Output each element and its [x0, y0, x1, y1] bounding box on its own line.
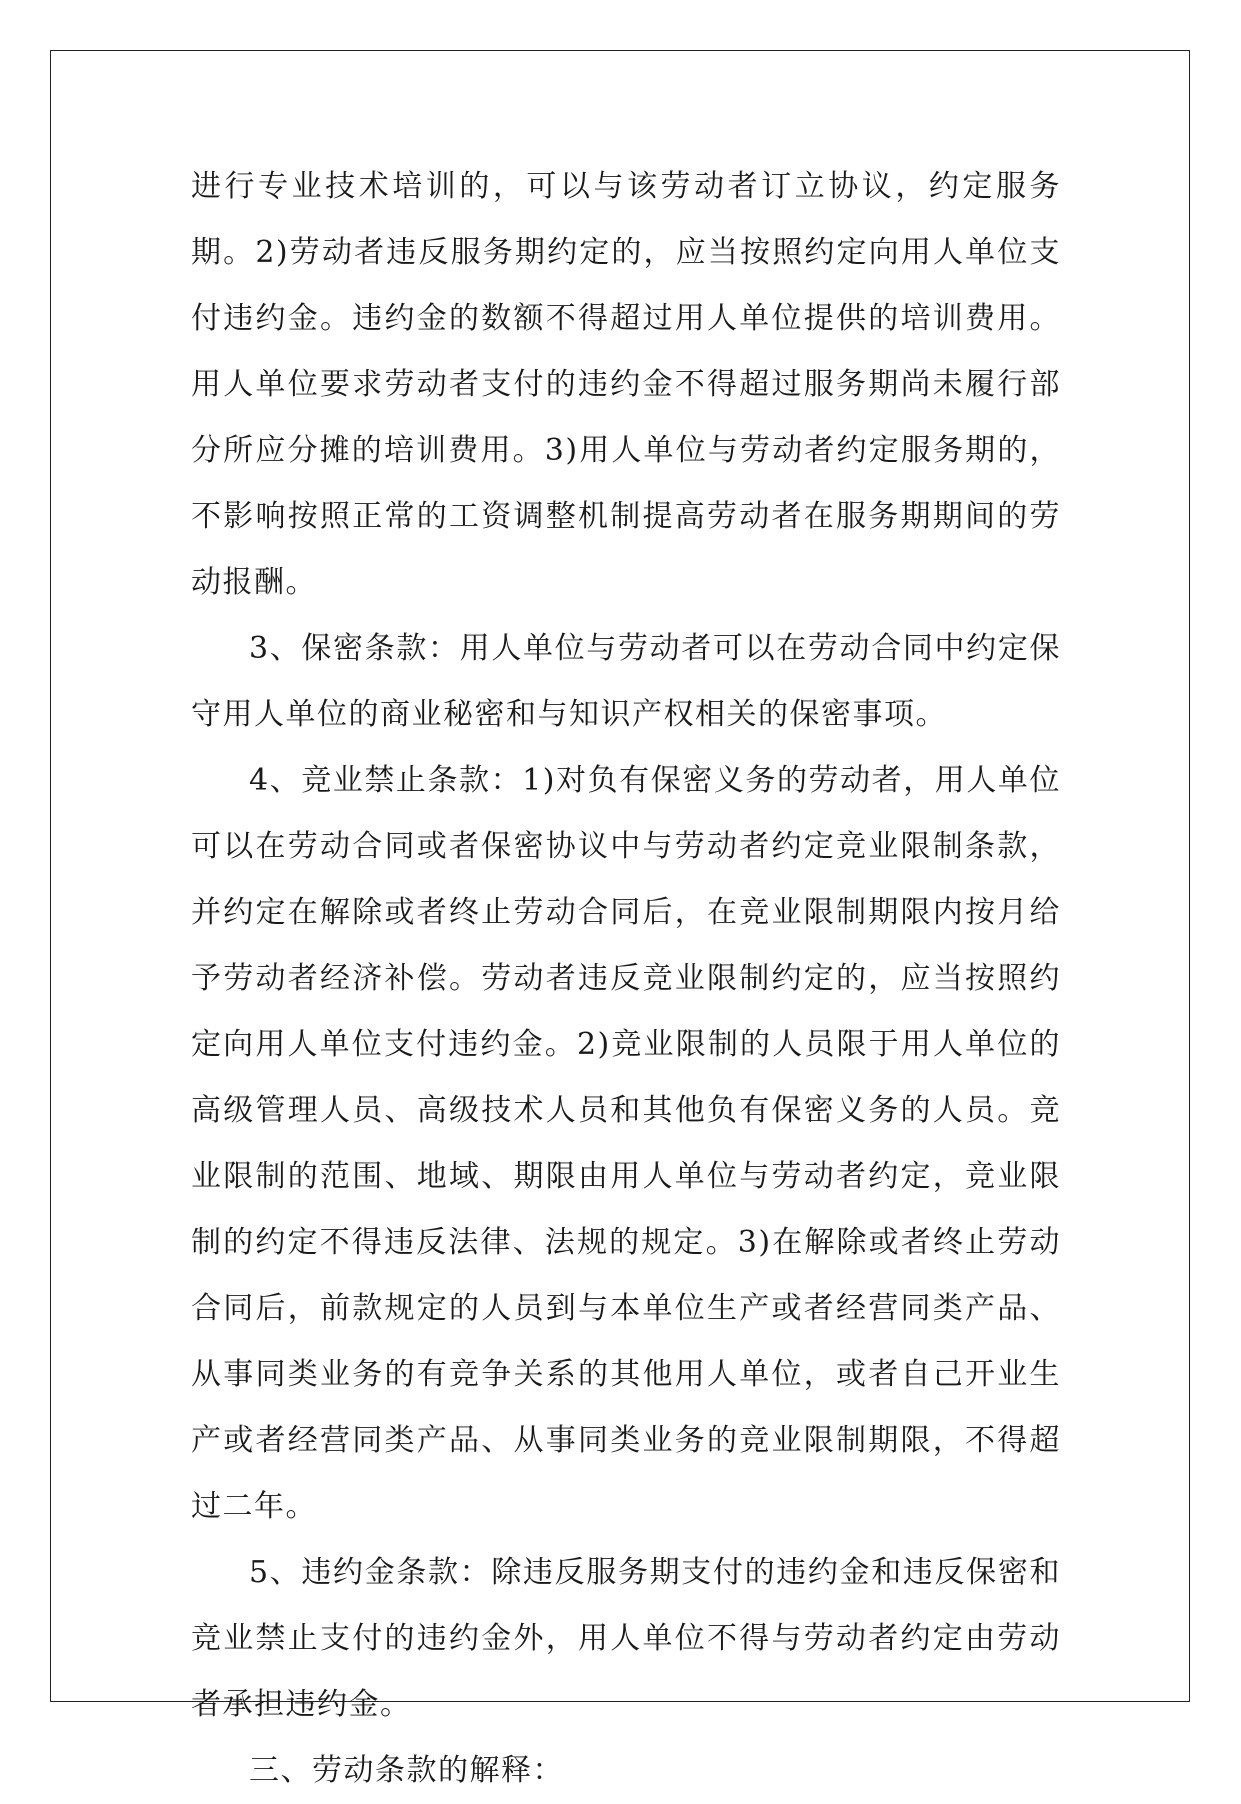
paragraph-service-period-continued: 进行专业技术培训的，可以与该劳动者订立协议，约定服务期。2)劳动者违反服务期约定的，应当按照约定向用人单位支付违约金。违约金的数额不得超过用人单位提供的培训费用。用人单位要求劳动者支付的违约金不得超过服务期尚未履行部分所应分摊的培训费用。3)用人单位与劳动者约定服务期的，不影响按照正常的工资调整机制提高劳动者在服务期期间的劳动报酬。	[191, 169, 1061, 600]
document-body	[191, 154, 1061, 1804]
paragraph-confidentiality-clause: 3、保密条款：用人单位与劳动者可以在劳动合同中约定保守用人单位的商业秘密和与知识产权相关的保密事项。	[191, 631, 1061, 732]
paragraph-penalty-clause: 5、违约金条款：除违反服务期支付的违约金和违反保密和竞业禁止支付的违约金外，用人单位不得与劳动者约定由劳动者承担违约金。	[191, 1555, 1061, 1722]
paragraph-non-compete-clause: 4、竞业禁止条款：1)对负有保密义务的劳动者，用人单位可以在劳动合同或者保密协议中与劳动者约定竞业限制条款，并约定在解除或者终止劳动合同后，在竞业限制期限内按月给予劳动者经济补偿。劳动者违反竞业限制约定的，应当按照约定向用人单位支付违约金。2)竞业限制的人员限于用人单位的高级管理人员、高级技术人员和其他负有保密义务的人员。竞业限制的范围、地域、期限由用人单位与劳动者约定，竞业限制的约定不得违反法律、法规的规定。3)在解除或者终止劳动合同后，前款规定的人员到与本单位生产或者经营同类产品、从事同类业务的有竞争关系的其他用人单位，或者自己开业生产或者经营同类产品、从事同类业务的竞业限制期限，不得超过二年。	[191, 763, 1061, 1524]
section-heading-interpretation: 三、劳动条款的解释：	[249, 1753, 564, 1788]
